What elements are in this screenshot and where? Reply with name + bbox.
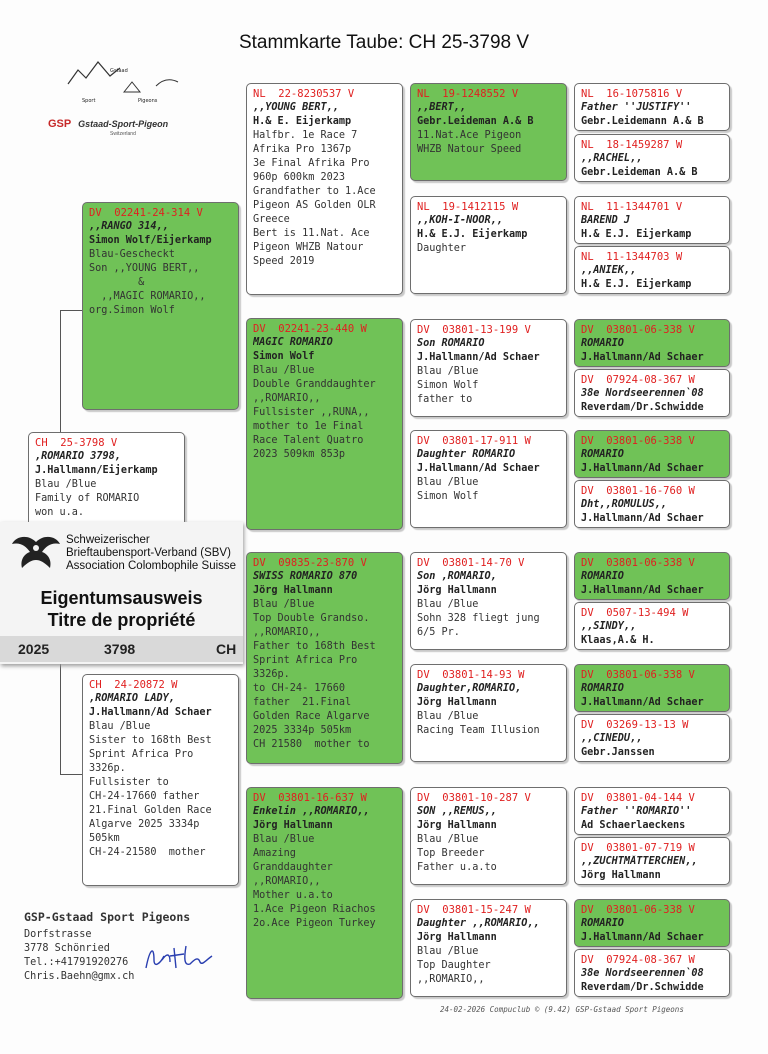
ownership-card	[0, 522, 243, 664]
pigeon-ring-number: NL 11-1344703 W	[581, 251, 683, 263]
page-title: Stammkarte Taube: CH 25-3798 V	[238, 32, 530, 53]
pigeon-name: BAREND J	[581, 215, 631, 226]
pigeon-detail-line: Bert is 11.Nat. Ace	[253, 228, 370, 239]
pigeon-owner: Gebr.Janssen	[581, 747, 655, 758]
handwritten-signature	[140, 938, 220, 978]
pigeon-detail-line: Blau /Blue	[89, 721, 151, 732]
pigeon-owner: Jörg Hallmann	[417, 585, 497, 596]
pigeon-owner: J.Hallmann/Ad Schaer	[581, 463, 704, 474]
pigeon-owner: J.Hallmann/Ad Schaer	[581, 513, 704, 524]
pigeon-owner: Jörg Hallmann	[581, 870, 661, 881]
pigeon-detail-line: CH-24-21580 mother	[89, 847, 206, 858]
pigeon-detail-line: Algarve 2025 3334p	[89, 819, 200, 830]
pigeon-card-dss	[410, 552, 567, 650]
pigeon-ring-number: DV 03801-17-911 W	[417, 435, 531, 447]
pigeon-name: ,ROMARIO LADY,	[89, 693, 175, 704]
pigeon-owner: J.Hallmann/Ad Schaer	[417, 463, 540, 474]
pigeon-detail-line: Sohn 328 fliegt jung	[417, 613, 540, 624]
logo-tiny-top: Gstaad	[110, 68, 128, 74]
pigeon-detail-line: Sprint Africa Pro	[253, 655, 358, 666]
pigeon-ring-number: DV 07924-08-367 W	[581, 954, 695, 966]
pigeon-detail-line: 960p 600km 2023	[253, 172, 346, 183]
ring-year: 2025	[18, 641, 50, 657]
ring-number: 3798	[104, 641, 136, 657]
pigeon-owner: Jörg Hallmann	[417, 820, 497, 831]
pigeon-detail-line: Top Daughter	[417, 960, 491, 971]
logo-tiny-right: Pigeons	[138, 98, 158, 104]
logo-tiny-left: Sport	[82, 98, 96, 104]
association-line-2: Brieftaubensport-Verband (SBV)	[66, 547, 231, 559]
pigeon-ring-number: NL 19-1248552 V	[417, 88, 519, 100]
pigeon-detail-line: Blau /Blue	[35, 479, 97, 490]
pigeon-owner: J.Hallmann/Ad Schaer	[581, 932, 704, 943]
pigeon-card-g3	[574, 196, 730, 244]
pigeon-owner: Jörg Hallmann	[253, 820, 333, 831]
pigeon-name: ,,KOH-I-NOOR,,	[417, 215, 503, 226]
pigeon-detail-line: &	[89, 277, 145, 288]
pigeon-detail-line: 1.Ace Pigeon Riachos	[253, 904, 376, 915]
pigeon-name: ROMARIO	[581, 918, 624, 929]
pigeon-owner: Simon Wolf/Eijerkamp	[89, 235, 212, 246]
breeder-phone: Tel.:+41791920276	[24, 957, 129, 968]
pigeon-detail-line: Sprint Africa Pro	[89, 749, 194, 760]
pigeon-card-g5	[574, 319, 730, 367]
pigeon-name: Daughter,ROMARIO,	[417, 683, 522, 694]
pigeon-detail-line: Blau /Blue	[417, 599, 479, 610]
pigeon-detail-line: Afrika Pro 1367p	[253, 144, 352, 155]
pigeon-detail-line: Daughter	[417, 243, 467, 254]
pigeon-detail-line: Blau-Gescheckt	[89, 249, 175, 260]
pigeon-name: ROMARIO	[581, 571, 624, 582]
association-line-3: Association Colombophile Suisse	[66, 560, 237, 572]
pigeon-detail-line: Sister to 168th Best	[89, 735, 212, 746]
pigeon-detail-line: Top Double Grandso.	[253, 613, 370, 624]
pigeon-detail-line: Grandfather to 1.Ace	[253, 186, 376, 197]
pigeon-detail-line: Blau /Blue	[253, 599, 315, 610]
pigeon-detail-line: Family of ROMARIO	[35, 493, 140, 504]
pigeon-ring-number: DV 03269-13-13 W	[581, 719, 689, 731]
pigeon-detail-line: father 21.Final	[253, 697, 352, 708]
pigeon-name: Father ''ROMARIO''	[581, 806, 692, 817]
breeder-name: GSP-Gstaad Sport Pigeons	[24, 910, 191, 924]
gsp-logo-text	[48, 118, 168, 130]
pigeon-card-g8	[574, 480, 730, 528]
pigeon-ring-number: NL 11-1344701 V	[581, 201, 683, 213]
pigeon-name: ,,ZUCHTMÄTTERCHEN,,	[581, 856, 698, 867]
connector-line	[60, 664, 61, 774]
dove-icon	[10, 534, 62, 574]
pigeon-owner: H.& E. Eijerkamp	[253, 116, 352, 127]
pigeon-card-sdd	[410, 430, 567, 528]
pigeon-detail-line: Granddaughter	[253, 862, 333, 873]
pigeon-detail-line: Simon Wolf	[417, 380, 479, 391]
pigeon-detail-line: Halfbr. 1e Race 7	[253, 130, 358, 141]
pigeon-owner: Ad Schaerlaeckens	[581, 820, 686, 831]
pigeon-owner: J.Hallmann/Ad Schaer	[581, 697, 704, 708]
pigeon-card-g11	[574, 664, 730, 712]
pigeon-name: 38e Nordseerennen`08	[581, 968, 704, 979]
footer-print-info: 24-02-2026 Compuclub © (9.42) GSP-Gstaad Sport Pigeons	[440, 1005, 684, 1014]
pigeon-ring-number: DV 03801-07-719 W	[581, 842, 695, 854]
pigeon-owner: J.Hallmann/Eijerkamp	[35, 465, 158, 476]
connector-line	[60, 310, 61, 434]
pigeon-card-sss	[410, 83, 567, 181]
pigeon-detail-line: Blau /Blue	[417, 834, 479, 845]
pigeon-name: ,,ANIEK,,	[581, 265, 637, 276]
pigeon-owner: Jörg Hallmann	[253, 585, 333, 596]
pigeon-card-sire-dam	[246, 318, 403, 530]
pigeon-detail-line: Speed 2019	[253, 256, 315, 267]
pigeon-owner: Reverdam/Dr.Schwidde	[581, 402, 704, 413]
pigeon-ring-number: NL 16-1075816 V	[581, 88, 683, 100]
pigeon-card-g14	[574, 837, 730, 885]
pigeon-name: 38e Nordseerennen`08	[581, 388, 704, 399]
pigeon-detail-line: mother to 1e Final	[253, 421, 364, 432]
pigeon-owner: Klaas,A.& H.	[581, 635, 655, 646]
pigeon-card-ddd	[410, 899, 567, 997]
pigeon-ring-number: NL 18-1459287 W	[581, 139, 683, 151]
pigeon-card-g16	[574, 949, 730, 997]
pigeon-card-g13	[574, 787, 730, 835]
logo-country: Switzerland	[110, 131, 136, 137]
pigeon-detail-line: 3326p.	[253, 669, 290, 680]
pigeon-detail-line: 2o.Ace Pigeon Turkey	[253, 918, 376, 929]
pigeon-card-sire-sire	[246, 83, 403, 295]
pigeon-ring-number: DV 03801-04-144 V	[581, 792, 695, 804]
pigeon-ring-number: DV 03801-10-287 V	[417, 792, 531, 804]
pigeon-ring-number: NL 19-1412115 W	[417, 201, 519, 213]
pigeon-name: Enkelin ,,ROMARIO,,	[253, 806, 370, 817]
pigeon-name: Son ROMARIO	[417, 338, 485, 349]
pigeon-detail-line: ,,ROMARIO,,	[253, 627, 321, 638]
pigeon-ring-number: CH 24-20872 W	[89, 679, 178, 691]
pigeon-card-g2	[574, 134, 730, 182]
breeder-email: Chris.Baehn@gmx.ch	[24, 971, 135, 982]
pigeon-card-g15	[574, 899, 730, 947]
association-name	[66, 534, 236, 573]
pigeon-detail-line: Racing Team Illusion	[417, 725, 540, 736]
pigeon-detail-line: CH-24-17660 father	[89, 791, 200, 802]
pigeon-detail-line: Race Talent Quatro	[253, 435, 364, 446]
pigeon-owner: H.& E.J. Eijerkamp	[581, 229, 692, 240]
pigeon-owner: Gebr.Leideman A.& B	[581, 167, 698, 178]
pigeon-card-g10	[574, 602, 730, 650]
pigeon-owner: H.& E.J. Eijerkamp	[581, 279, 692, 290]
pigeon-ring-number: DV 03801-14-93 W	[417, 669, 525, 681]
pigeon-card-g9	[574, 552, 730, 600]
pigeon-name: ,,RACHEL,,	[581, 153, 643, 164]
pigeon-name: ROMARIO	[581, 338, 624, 349]
ownership-ring-strip	[0, 636, 243, 662]
pigeon-owner: J.Hallmann/Ad Schaer	[581, 585, 704, 596]
pigeon-name: ,,YOUNG BERT,,	[253, 102, 339, 113]
pigeon-detail-line: Blau /Blue	[253, 365, 315, 376]
pigeon-detail-line: Blau /Blue	[417, 366, 479, 377]
pigeon-detail-line: Blau /Blue	[417, 946, 479, 957]
pigeon-ring-number: DV 0507-13-494 W	[581, 607, 689, 619]
pigeon-name: Daughter ,,ROMARIO,,	[417, 918, 540, 929]
pigeon-name: SWISS ROMARIO 870	[253, 571, 358, 582]
pigeon-detail-line: ,,MAGIC ROMARIO,,	[89, 291, 206, 302]
pigeon-detail-line: 2025 3334p 505km	[253, 725, 352, 736]
pigeon-detail-line: Blau /Blue	[417, 477, 479, 488]
pigeon-ring-number: DV 02241-23-440 W	[253, 323, 367, 335]
pigeon-detail-line: WHZB Natour Speed	[417, 144, 522, 155]
pigeon-owner: H.& E.J. Eijerkamp	[417, 229, 528, 240]
pigeon-ring-number: DV 03801-16-760 W	[581, 485, 695, 497]
pigeon-owner: J.Hallmann/Ad Schaer	[581, 352, 704, 363]
pigeon-detail-line: 11.Nat.Ace Pigeon	[417, 130, 522, 141]
pigeon-detail-line: 21.Final Golden Race	[89, 805, 212, 816]
pigeon-owner: Reverdam/Dr.Schwidde	[581, 982, 704, 993]
logo-brand: GSP	[48, 118, 72, 130]
ownership-title-fr: Titre de propriété	[47, 610, 196, 630]
pigeon-card-g12	[574, 714, 730, 762]
pigeon-detail-line: Amazing	[253, 848, 296, 859]
pigeon-detail-line: father to	[417, 394, 473, 405]
pigeon-detail-line: Father to 168th Best	[253, 641, 376, 652]
pigeon-detail-line: Greece	[253, 214, 290, 225]
gsp-logo-graphic	[64, 56, 192, 104]
pigeon-detail-line: Pigeon WHZB Natour	[253, 242, 364, 253]
pigeon-detail-line: Father u.a.to	[417, 862, 497, 873]
pigeon-card-dsd	[410, 664, 567, 762]
pigeon-card-g7	[574, 430, 730, 478]
logo-name: Gstaad-Sport-Pigeon	[78, 119, 169, 129]
pigeon-detail-line: to CH-24- 17660	[253, 683, 346, 694]
pigeon-card-g4	[574, 246, 730, 294]
pigeon-ring-number: DV 03801-06-338 V	[581, 557, 695, 569]
pigeon-detail-line: ,,ROMARIO,,	[417, 974, 485, 985]
pigeon-name: ,,SINDY,,	[581, 621, 637, 632]
pigeon-card-dam-sire	[246, 552, 403, 764]
pigeon-owner: Gebr.Leidemann A.& B	[581, 116, 704, 127]
pigeon-detail-line: 505km	[89, 833, 120, 844]
pigeon-owner: J.Hallmann/Ad Schaer	[89, 707, 212, 718]
pigeon-ring-number: DV 03801-06-338 V	[581, 435, 695, 447]
breeder-street: Dorfstrasse	[24, 929, 92, 940]
pigeon-detail-line: Mother u.a.to	[253, 890, 333, 901]
pigeon-card-g6	[574, 369, 730, 417]
pigeon-detail-line: Blau /Blue	[417, 711, 479, 722]
pigeon-detail-line: Double Granddaughter	[253, 379, 376, 390]
pigeon-detail-line: 3e Final Afrika Pro	[253, 158, 370, 169]
pigeon-detail-line: 6/5 Pr.	[417, 627, 460, 638]
pigeon-detail-line: Pigeon AS Golden OLR	[253, 200, 376, 211]
pigeon-detail-line: Fullsister ,,RUNA,,	[253, 407, 370, 418]
pigeon-card-g1	[574, 83, 730, 131]
pigeon-owner: J.Hallmann/Ad Schaer	[417, 352, 540, 363]
association-line-1: Schweizerischer	[66, 534, 150, 546]
pigeon-name: ROMARIO	[581, 683, 624, 694]
pigeon-name: ,,RANGO 314,,	[89, 221, 169, 232]
pigeon-ring-number: DV 03801-15-247 W	[417, 904, 531, 916]
pigeon-ring-number: DV 03801-06-338 V	[581, 324, 695, 336]
pigeon-card-dds	[410, 787, 567, 885]
pigeon-ring-number: DV 03801-13-199 V	[417, 324, 531, 336]
pigeon-ring-number: DV 03801-16-637 W	[253, 792, 367, 804]
connector-line	[60, 310, 84, 311]
pigeon-ring-number: DV 07924-08-367 W	[581, 374, 695, 386]
pigeon-name: Dht,,ROMULUS,,	[581, 499, 667, 510]
pigeon-name: ROMARIO	[581, 449, 624, 460]
pigeon-card-sds	[410, 319, 567, 417]
pigeon-name: Son ,ROMARIO,	[417, 571, 497, 582]
pigeon-ring-number: CH 25-3798 V	[35, 437, 118, 449]
pigeon-detail-line: won u.a.	[35, 507, 85, 518]
pigeon-owner: Simon Wolf	[253, 351, 315, 362]
pigeon-ring-number: DV 09835-23-870 V	[253, 557, 367, 569]
pigeon-owner: Jörg Hallmann	[417, 697, 497, 708]
pigeon-card-subject	[28, 432, 185, 528]
pigeon-name: ,ROMARIO 3798,	[35, 451, 121, 462]
pigeon-card-ssd	[410, 196, 567, 294]
pigeon-name: SON ,,REMUS,,	[417, 806, 497, 817]
pigeon-ring-number: DV 03801-14-70 V	[417, 557, 525, 569]
connector-line	[60, 774, 84, 775]
pigeon-detail-line: Fullsister to	[89, 777, 169, 788]
pigeon-detail-line: Golden Race Algarve	[253, 711, 370, 722]
pigeon-detail-line: CH 21580 mother to	[253, 739, 370, 750]
ownership-title-de: Eigentumsausweis	[40, 588, 203, 608]
pigeon-detail-line: org.Simon Wolf	[89, 305, 175, 316]
pigeon-name: MAGIC ROMARIO	[253, 337, 333, 348]
ring-country: CH	[216, 641, 237, 657]
pigeon-ring-number: DV 03801-06-338 V	[581, 669, 695, 681]
pigeon-detail-line: 3326p.	[89, 763, 126, 774]
pigeon-ring-number: DV 02241-24-314 V	[89, 207, 203, 219]
pigeon-card-dam-dam	[246, 787, 403, 999]
pigeon-name: Father ''JUSTIFY''	[581, 102, 692, 113]
pigeon-name: ,,BERT,,	[417, 102, 467, 113]
pigeon-owner: Gebr.Leideman A.& B	[417, 116, 534, 127]
pigeon-detail-line: Top Breeder	[417, 848, 485, 859]
pigeon-ring-number: NL 22-8230537 V	[253, 88, 355, 100]
pigeon-detail-line: ,,ROMARIO,,	[253, 876, 321, 887]
pigeon-detail-line: 2023 509km 853p	[253, 449, 346, 460]
pigeon-detail-line: Simon Wolf	[417, 491, 479, 502]
pigeon-owner: Jörg Hallmann	[417, 932, 497, 943]
breeder-city: 3778 Schönried	[24, 943, 110, 954]
pigeon-ring-number: DV 03801-06-338 V	[581, 904, 695, 916]
pigeon-card-dam	[82, 674, 239, 886]
pigeon-detail-line: Blau /Blue	[253, 834, 315, 845]
pigeon-detail-line: ,,ROMARIO,,	[253, 393, 321, 404]
pigeon-name: ,,CINEDU,,	[581, 733, 643, 744]
pigeon-name: Daughter ROMARIO	[417, 449, 516, 460]
pigeon-card-sire	[82, 202, 239, 410]
pigeon-detail-line: Son ,,YOUNG BERT,,	[89, 263, 200, 274]
